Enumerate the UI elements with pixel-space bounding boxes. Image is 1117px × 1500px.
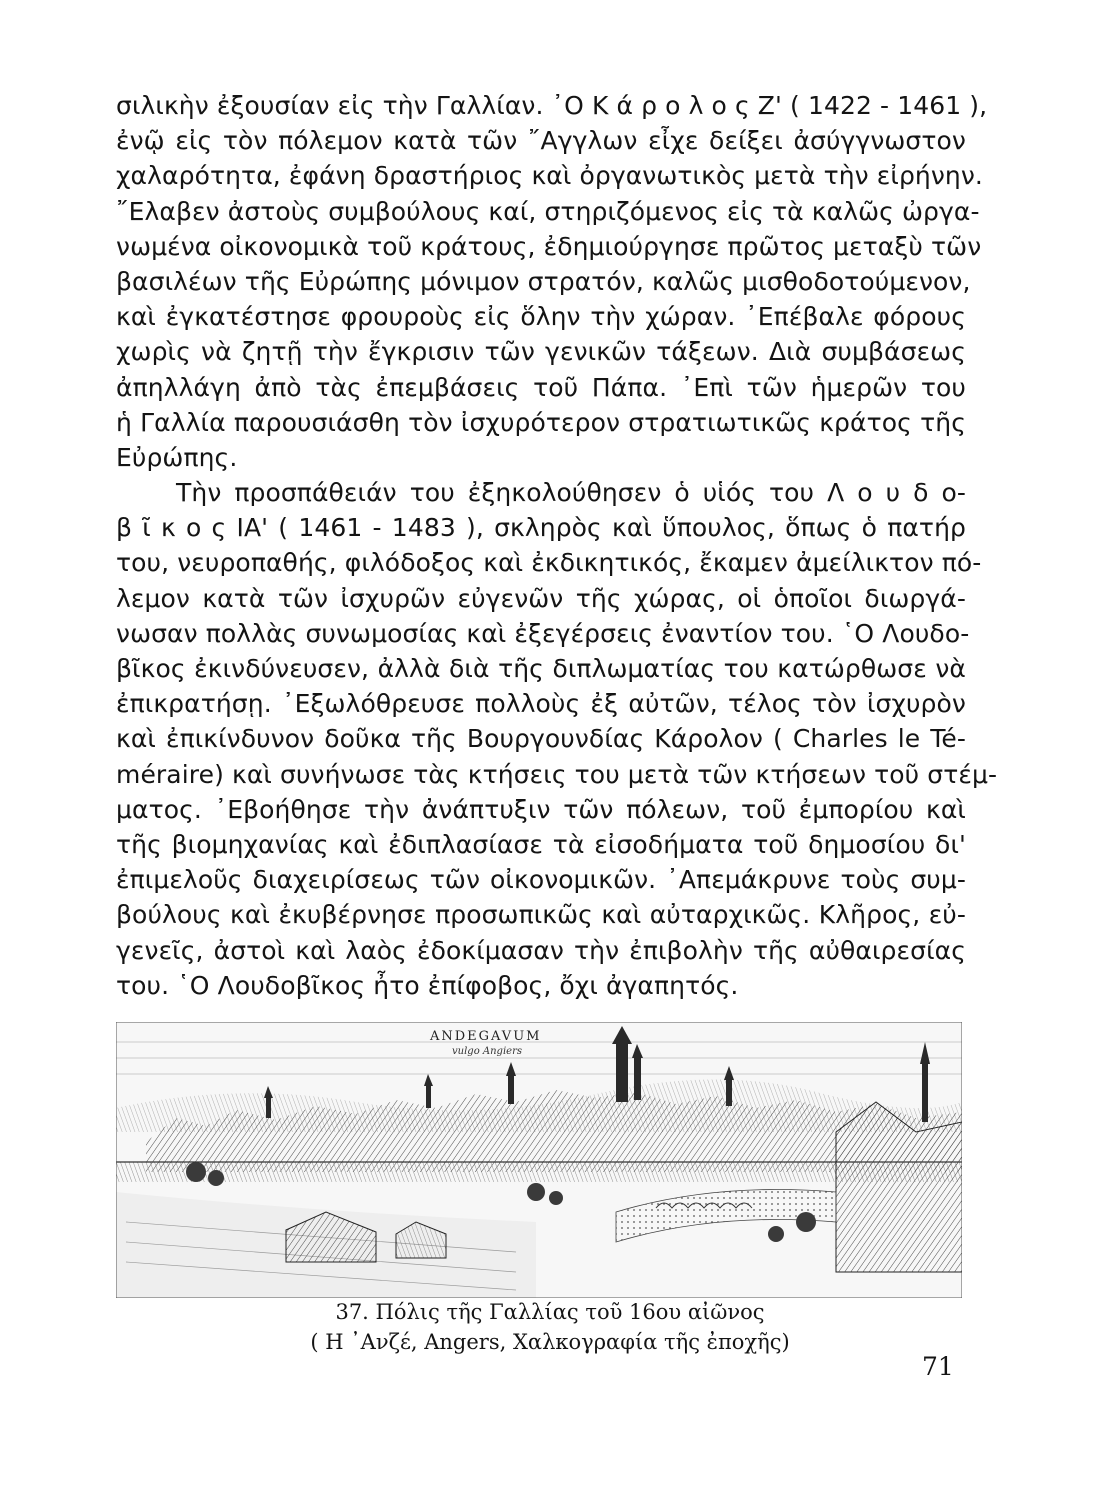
engraving-title: ANDEGAVUM	[430, 1029, 542, 1044]
text-line: ἡ Γαλλία παρουσιάσθη τὸν ἰσχυρότερον στρατιωτικῶς κράτος τῆς	[116, 407, 966, 437]
angers-engraving	[116, 1022, 962, 1298]
text-line: νωμένα οἰκονομικὰ τοῦ κράτους, ἐδημιούργησε πρῶτος μεταξὺ τῶν	[116, 231, 982, 261]
text-line: β ῖ κ ο ς ΙΑ' ( 1461 - 1483 ), σκληρὸς καὶ ὕπουλος, ὅπως ὁ πατήρ	[116, 513, 966, 543]
text-line: ματος. ᾿Εβοήθησε τὴν ἀνάπτυξιν τῶν πόλεων, τοῦ ἐμπορίου καὶ	[116, 794, 966, 824]
text-line: χαλαρότητα, ἐφάνη δραστήριος καὶ ὀργανωτικὸς μετὰ τὴν εἰρήνην.	[116, 161, 983, 191]
text-line: του. ῾Ο Λουδοβῖκος ἦτο ἐπίφοβος, ὄχι ἀγαπητός.	[116, 970, 739, 1000]
text-line: νωσαν πολλὰς συνωμοσίας καὶ ἐξεγέρσεις ἐναντίον του. ῾Ο Λουδο-	[116, 618, 970, 648]
text-line: ἐπικρατήσῃ. ᾿Εξωλόθρευσε πολλοὺς ἐξ αὐτῶν, τέλος τὸν ἰσχυρὸν	[116, 689, 966, 719]
figure-caption: 37. Πόλις τῆς Γαλλίας τοῦ 16ου αἰῶνος	[335, 1300, 765, 1324]
text-line: Εὐρώπης.	[116, 442, 238, 472]
text-line: χωρὶς νὰ ζητῇ τὴν ἔγκρισιν τῶν γενικῶν τάξεων. Διὰ συμβάσεως	[116, 337, 966, 367]
text-line: λεμον κατὰ τῶν ἰσχυρῶν εὐγενῶν τῆς χώρας, οἱ ὁποῖοι διωργά-	[116, 583, 966, 613]
engraving-subtitle: vulgo Angiers	[452, 1046, 522, 1057]
text-line: του, νευροπαθής, φιλόδοξος καὶ ἐκδικητικός, ἔκαμεν ἀμείλικτον πό-	[116, 548, 982, 578]
page-number: 71	[922, 1352, 954, 1381]
text-line: ἀπηλλάγη ἀπὸ τὰς ἐπεμβάσεις τοῦ Πάπα. ᾿Επὶ τῶν ἡμερῶν του	[116, 372, 966, 402]
text-line: καὶ ἐπικίνδυνον δοῦκα τῆς Βουργουνδίας Κάρολον ( Charles le Té-	[116, 724, 966, 754]
body-text	[116, 88, 998, 1003]
text-line: τῆς βιομηχανίας καὶ ἐδιπλασίασε τὰ εἰσοδήματα τοῦ δημοσίου δι'	[116, 829, 966, 859]
text-line: Τὴν προσπάθειάν του ἐξηκολούθησεν ὁ υἱός του Λ ο υ δ ο-	[176, 478, 966, 508]
figure-caption-source: ( Η ᾿Ανζέ, Angers, Χαλκογραφία τῆς ἐποχῆς)	[310, 1330, 790, 1354]
text-line: βῖκος ἐκινδύνευσεν, ἀλλὰ διὰ τῆς διπλωματίας του κατώρθωσε νὰ	[116, 654, 966, 683]
text-line: ῎Ελαβεν ἀστοὺς συμβούλους καί, στηριζόμενος εἰς τὰ καλῶς ὠργα-	[116, 196, 980, 226]
text-line: γενεῖς, ἀστοὶ καὶ λαὸς ἐδοκίμασαν τὴν ἐπιβολὴν τῆς αὐθαιρεσίας	[116, 935, 966, 965]
paragraph-2	[116, 475, 998, 1003]
text-line: ἐπιμελοῦς διαχειρίσεως τῶν οἰκονομικῶν. ᾿Απεμάκρυνε τοὺς συμ-	[116, 865, 966, 895]
text-line: méraire) καὶ συνήνωσε τὰς κτήσεις του μετὰ τῶν κτήσεων τοῦ στέμ-	[116, 759, 998, 789]
paragraph-1	[116, 88, 988, 475]
text-line: βασιλέων τῆς Εὐρώπης μόνιμον στρατόν, καλῶς μισθοδοτούμενον,	[116, 266, 971, 296]
text-line: ἐνῷ εἰς τὸν πόλεμον κατὰ τῶν ῎Αγγλων εἶχε δείξει ἀσύγγνωστον	[116, 126, 966, 156]
text-line: καὶ ἐγκατέστησε φρουροὺς εἰς ὅλην τὴν χώραν. ᾿Επέβαλε φόρους	[116, 302, 966, 332]
text-line: σιλικὴν ἐξουσίαν εἰς τὴν Γαλλίαν. ᾿Ο Κ ά ρ ο λ ο ς Ζ' ( 1422 - 1461 ),	[116, 91, 988, 120]
text-line: βούλους καὶ ἐκυβέρνησε προσωπικῶς καὶ αὐταρχικῶς. Κλῆρος, εὐ-	[116, 900, 966, 930]
